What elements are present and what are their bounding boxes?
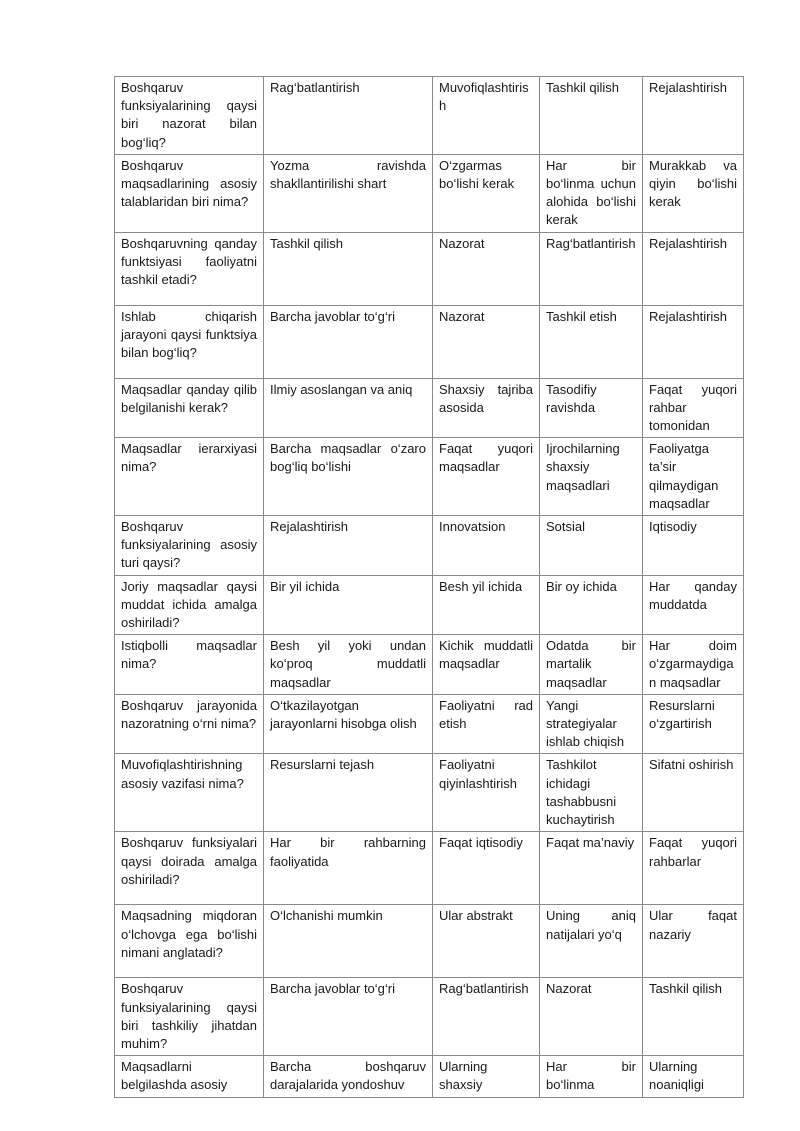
answer-cell: Odatda bir martalik maqsadlar [540, 635, 643, 695]
answer-cell: Nazorat [433, 232, 540, 305]
answer-cell: O‘tkazilayotgan jarayonlarni hisobga olish [264, 694, 433, 754]
answer-cell: Har doim o‘zgarmaydigan maqsadlar [643, 635, 744, 695]
answer-cell: Resurslarni o‘zgartirish [643, 694, 744, 754]
answer-cell: Muvofiqlashtirish [433, 77, 540, 155]
answer-cell: Ijrochilarning shaxsiy maqsadlari [540, 438, 643, 516]
table-row [115, 232, 744, 305]
question-cell: Boshqaruv maqsadlarining asosiy talablaridan biri nima? [115, 154, 264, 232]
answer-cell: Uning aniq natijalari yo‘q [540, 905, 643, 978]
answer-cell: Tashkil qilish [643, 978, 744, 1056]
answer-cell: Barcha maqsadlar o‘zaro bog‘liq bo‘lishi [264, 438, 433, 516]
table-row [115, 575, 744, 635]
table-row [115, 1056, 744, 1097]
answer-cell: Sifatni oshirish [643, 754, 744, 832]
table-row [115, 378, 744, 438]
answer-cell: Ularning shaxsiy [433, 1056, 540, 1097]
answer-cell: Besh yil ichida [433, 575, 540, 635]
answer-cell: Rejalashtirish [643, 232, 744, 305]
answer-cell: Faoliyatni rad etish [433, 694, 540, 754]
answer-cell: Tashkilot ichidagi tashabbusni kuchaytirish [540, 754, 643, 832]
table-row [115, 832, 744, 905]
table-row [115, 305, 744, 378]
question-cell: Boshqaruv funksiyalarining qaysi biri tashkiliy jihatdan muhim? [115, 978, 264, 1056]
answer-cell: Iqtisodiy [643, 516, 744, 576]
table-row [115, 978, 744, 1056]
question-cell: Boshqaruvning qanday funktsiyasi faoliyatni tashkil etadi? [115, 232, 264, 305]
answer-cell: Tashkil qilish [540, 77, 643, 155]
answer-cell: Ular faqat nazariy [643, 905, 744, 978]
answer-cell: Faqat yuqori rahbar tomonidan [643, 378, 744, 438]
answer-cell: Har bir bo‘linma [540, 1056, 643, 1097]
question-cell: Boshqaruv jarayonida nazoratning o‘rni nima? [115, 694, 264, 754]
answer-cell: O‘lchanishi mumkin [264, 905, 433, 978]
answer-cell: Tashkil etish [540, 305, 643, 378]
answer-cell: Murakkab va qiyin bo‘lishi kerak [643, 154, 744, 232]
answer-cell: Barcha boshqaruv darajalarida yondoshuv [264, 1056, 433, 1097]
answer-cell: Ilmiy asoslangan va aniq [264, 378, 433, 438]
answer-cell: Faoliyatni qiyinlashtirish [433, 754, 540, 832]
quiz-table [114, 76, 744, 1098]
answer-cell: Faqat yuqori maqsadlar [433, 438, 540, 516]
answer-cell: Faqat yuqori rahbarlar [643, 832, 744, 905]
answer-cell: Innovatsion [433, 516, 540, 576]
question-cell: Ishlab chiqarish jarayoni qaysi funktsiya bilan bog‘liq? [115, 305, 264, 378]
question-cell: Boshqaruv funksiyalari qaysi doirada amalga oshiriladi? [115, 832, 264, 905]
question-cell: Istiqbolli maqsadlar nima? [115, 635, 264, 695]
answer-cell: Tasodifiy ravishda [540, 378, 643, 438]
answer-cell: Nazorat [540, 978, 643, 1056]
answer-cell: Ularning noaniqligi [643, 1056, 744, 1097]
answer-cell: Tashkil qilish [264, 232, 433, 305]
answer-cell: Har bir bo‘linma uchun alohida bo‘lishi kerak [540, 154, 643, 232]
answer-cell: Yangi strategiyalar ishlab chiqish [540, 694, 643, 754]
answer-cell: Har bir rahbarning faoliyatida [264, 832, 433, 905]
question-cell: Maqsadlarni belgilashda asosiy [115, 1056, 264, 1097]
answer-cell: Besh yil yoki undan ko‘proq muddatli maqsadlar [264, 635, 433, 695]
answer-cell: Rag‘batlantirish [264, 77, 433, 155]
answer-cell: Bir oy ichida [540, 575, 643, 635]
answer-cell: Barcha javoblar to‘g‘ri [264, 978, 433, 1056]
table-row [115, 516, 744, 576]
answer-cell: Faqat iqtisodiy [433, 832, 540, 905]
answer-cell: Barcha javoblar to‘g‘ri [264, 305, 433, 378]
answer-cell: Faqat ma’naviy [540, 832, 643, 905]
table-row [115, 438, 744, 516]
question-cell: Maqsadlar qanday qilib belgilanishi kerak? [115, 378, 264, 438]
answer-cell: Resurslarni tejash [264, 754, 433, 832]
answer-cell: Bir yil ichida [264, 575, 433, 635]
table-row [115, 77, 744, 155]
question-cell: Joriy maqsadlar qaysi muddat ichida amalga oshiriladi? [115, 575, 264, 635]
answer-cell: Yozma ravishda shakllantirilishi shart [264, 154, 433, 232]
answer-cell: Rejalashtirish [643, 77, 744, 155]
answer-cell: Kichik muddatli maqsadlar [433, 635, 540, 695]
answer-cell: Rejalashtirish [264, 516, 433, 576]
question-cell: Boshqaruv funksiyalarining asosiy turi qaysi? [115, 516, 264, 576]
table-row [115, 635, 744, 695]
answer-cell: Rag‘batlantirish [433, 978, 540, 1056]
answer-cell: Rag‘batlantirish [540, 232, 643, 305]
answer-cell: Sotsial [540, 516, 643, 576]
answer-cell: Faoliyatga ta’sir qilmaydigan maqsadlar [643, 438, 744, 516]
answer-cell: Shaxsiy tajriba asosida [433, 378, 540, 438]
answer-cell: Nazorat [433, 305, 540, 378]
answer-cell: O‘zgarmas bo‘lishi kerak [433, 154, 540, 232]
question-cell: Boshqaruv funksiyalarining qaysi biri nazorat bilan bog‘liq? [115, 77, 264, 155]
question-cell: Muvofiqlashtirishning asosiy vazifasi nima? [115, 754, 264, 832]
answer-cell: Ular abstrakt [433, 905, 540, 978]
table-row [115, 694, 744, 754]
table-row [115, 905, 744, 978]
answer-cell: Har qanday muddatda [643, 575, 744, 635]
answer-cell: Rejalashtirish [643, 305, 744, 378]
question-cell: Maqsadlar ierarxiyasi nima? [115, 438, 264, 516]
table-row [115, 154, 744, 232]
table-row [115, 754, 744, 832]
question-cell: Maqsadning miqdoran o‘lchovga ega bo‘lishi nimani anglatadi? [115, 905, 264, 978]
